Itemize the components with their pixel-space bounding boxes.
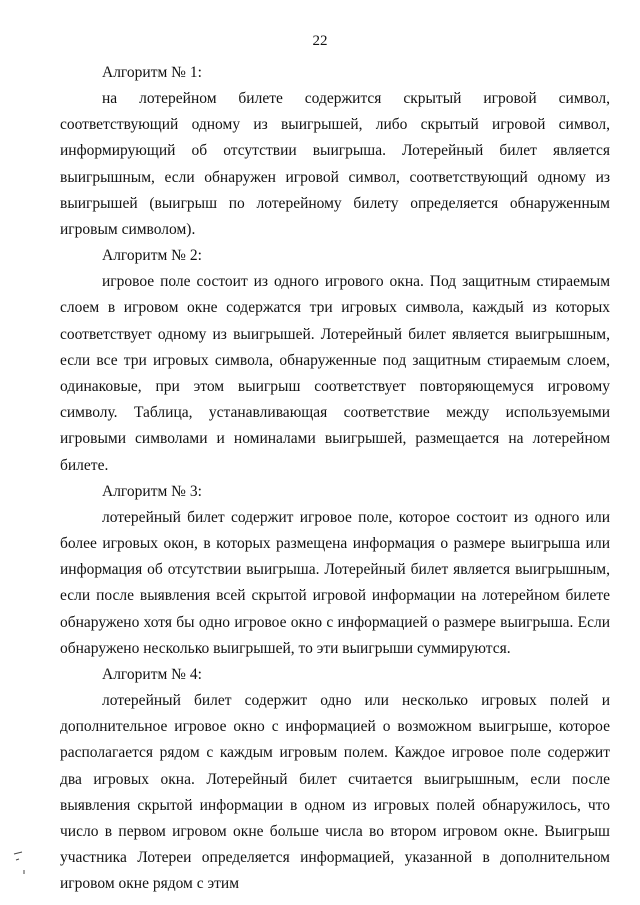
algorithm-3-heading: Алгоритм № 3: bbox=[102, 482, 202, 500]
algorithm-4-heading: Алгоритм № 4: bbox=[102, 666, 202, 684]
algorithm-2-heading: Алгоритм № 2: bbox=[102, 247, 202, 265]
algorithm-3-text: лотерейный билет содержит игровое поле, которое состоит из одного или более игровых окон, в которых размещена информация о размере выигрыша или информация об отсутствии выигрыша. Лотерейный билет является выигрышным, если после выявления всей скрытой игровой информации на лотерейном билете обнаружено хотя бы одно игровое окно с информацией о размере выигрыша. Если обнаружено несколько выигрышей, то эти выигрыши суммируются. bbox=[60, 508, 610, 657]
algorithm-1-text: на лотерейном билете содержится скрытый игровой символ, соответствующий одному из выигрышей, либо скрытый игровой символ, информирующий об отсутствии выигрыша. Лотерейный билет является выигрышным, если обнаружен игровой символ, соответствующий одному из выигрышей (выигрыш по лотерейному билету определяется обнаруженным игровым символом). bbox=[60, 90, 610, 239]
algorithm-1-heading: Алгоритм № 1: bbox=[102, 64, 202, 81]
scan-artifact-mark bbox=[12, 848, 28, 878]
algorithm-2-text: игровое поле состоит из одного игрового окна. Под защитным стираемым слоем в игровом окне содержатся три игровых символа, каждый из которых соответствует одному из выигрышей. Лотерейный билет является выигрышным, если все три игровых символа, обнаруженные под защитным стираемым слоем, одинаковые, при этом выигрыш соответствует повторяющемуся игровому символу. Таблица, устанавливающая соответствие между используемыми игровыми символами и номиналами выигрышей, размещается на лотерейном билете. bbox=[60, 273, 610, 474]
algorithm-4-text: лотерейный билет содержит одно или несколько игровых полей и дополнительное игровое окно с информацией о возможном выигрыше, которое располагается рядом с каждым игровым полем. Каждое игровое поле содержит два игровых окна. Лотерейный билет считается выигрышным, если после выявления скрытой информации в одном из игровых полей обнаружилось, что число в первом игровом окне больше числа во втором игровом окне. Выигрыш участника Лотереи определяется информацией, указанной в дополнительном игровом окне рядом с этим bbox=[60, 692, 610, 893]
document-body bbox=[60, 60, 610, 898]
page-number: 22 bbox=[312, 33, 328, 49]
